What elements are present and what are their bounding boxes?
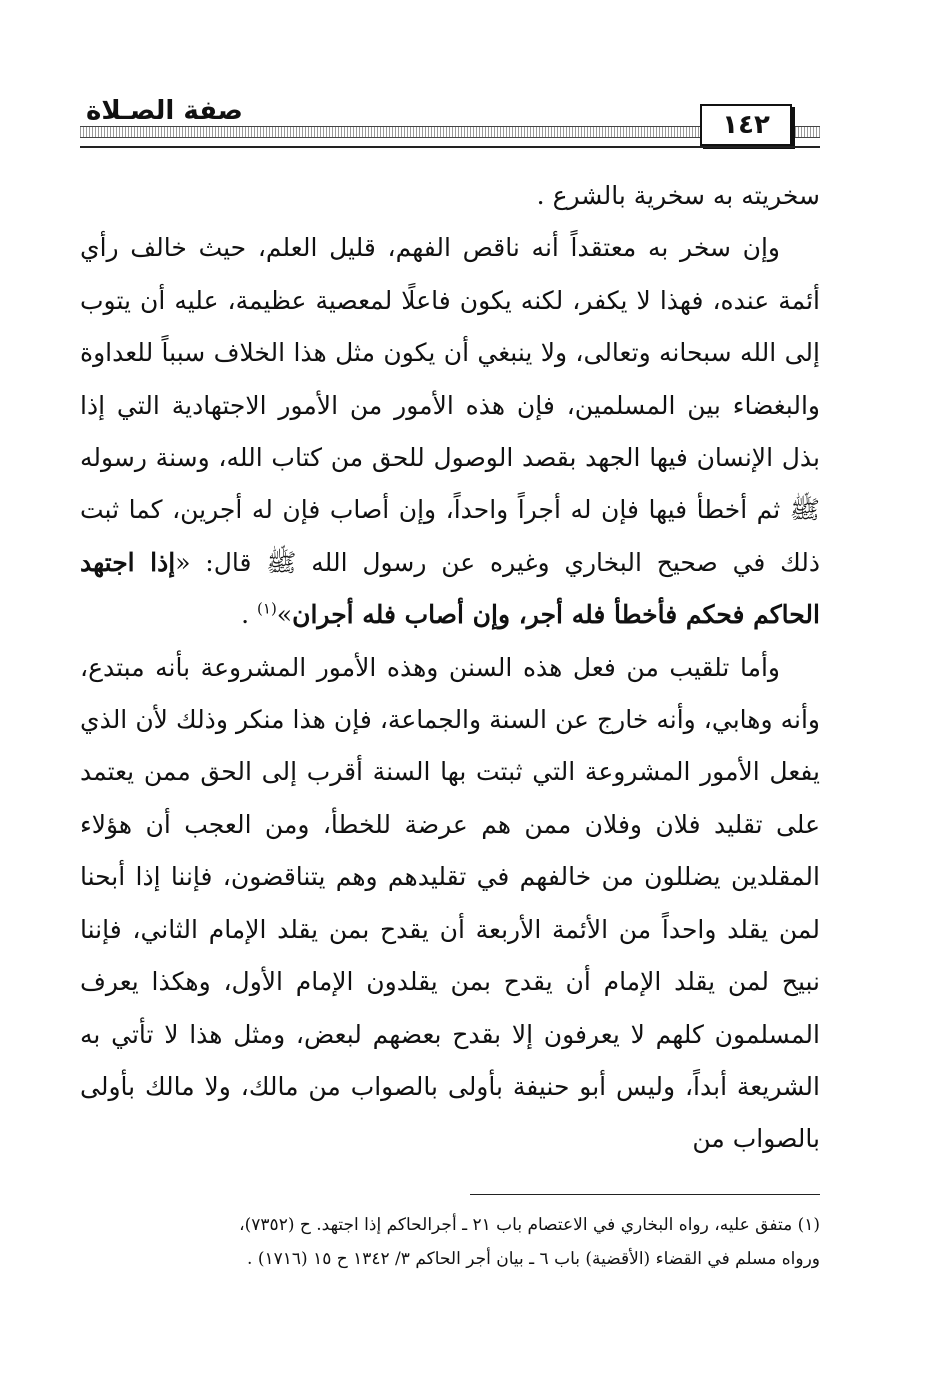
paragraph-3: وأما تلقيب من فعل هذه السنن وهذه الأمور المشروعة بأنه مبتدع، وأنه وهابي، وأنه خارج عن السنة والجماعة، فإن هذا منكر وذلك لأن الذي يفعل الأمور المشروعة التي ثبتت بها السنة أقرب إلى الحق ممن يعتمد على تقليد فلان وفلان ممن هم عرضة للخطأ، ومن العجب أن هؤلاء المقلدين يضللون من خالفهم في تقليدهم وهم يتناقضون، فإننا إذا أبحنا لمن يقلد واحداً من الأئمة الأربعة أن يقدح بمن يقلد الإمام الثاني، فإننا نبيح لمن يقلد الإمام أن يقدح بمن يقلدون الإمام الأول، وهكذا يعرف المسلمون كلهم لا يعرفون إلا بقدح بعضهم لبعض، ومثل هذا لا تأتي به الشريعة أبداً، وليس أبو حنيفة بأولى بالصواب من مالك، ولا مالك بأولى بالصواب من [80,652,820,1154]
running-title: صفة الصـلاة [80,96,249,126]
page-number: ١٤٢ [700,104,792,146]
hadith-quote: إذا اجتهد الحاكم فحكم فأخطأ فله أجر، وإن أصاب فله أجران [80,547,820,630]
header-decorative-rule [80,126,700,138]
header-decorative-rule-right [792,126,820,138]
footnote-separator [470,1194,820,1195]
footnote-1-line-2: ورواه مسلم في القضاء (الأقضية) باب ٦ ـ بيان أجر الحاكم ٣/ ١٣٤٢ ح ١٥ (١٧١٦) . [247,1249,820,1269]
header-underline [80,146,820,148]
footnote-reference[interactable]: (١) [257,599,277,618]
quote-close: » [276,600,293,630]
page-header [80,98,820,148]
footnote-1-line-1: (١) متفق عليه، رواه البخاري في الاعتصام باب ٢١ ـ أجرالحاكم إذا اجتهد. ح (٧٣٥٢)، [239,1215,820,1235]
paragraph-2-end: . [241,600,258,630]
main-text [80,170,820,1166]
footnotes [80,1208,820,1276]
paragraph-2 [80,222,820,641]
paragraph-2-text: وإن سخر به معتقداً أنه ناقص الفهم، قليل العلم، حيث خالف رأي أئمة عنده، فهذا لا يكفر، لكنه يكون فاعلًا لمعصية عظيمة، عليه أن يتوب إلى الله سبحانه وتعالى، ولا ينبغي أن يكون مثل هذا الخلاف سبباً للعداوة والبغضاء بين المسلمين، فإن هذه الأمور من الأمور الاجتهادية التي إذا بذل الإنسان فيها الجهد بقصد الوصول للحق من كتاب الله، وسنة رسوله ﷺ ثم أخطأ فيها فإن له أجراً واحداً، وإن أصاب فإن له أجرين، كما ثبت ذلك في صحيح البخاري وغيره عن رسول الله ﷺ قال: « [80,233,820,577]
paragraph-1: سخريته به سخرية بالشرع . [536,181,820,210]
